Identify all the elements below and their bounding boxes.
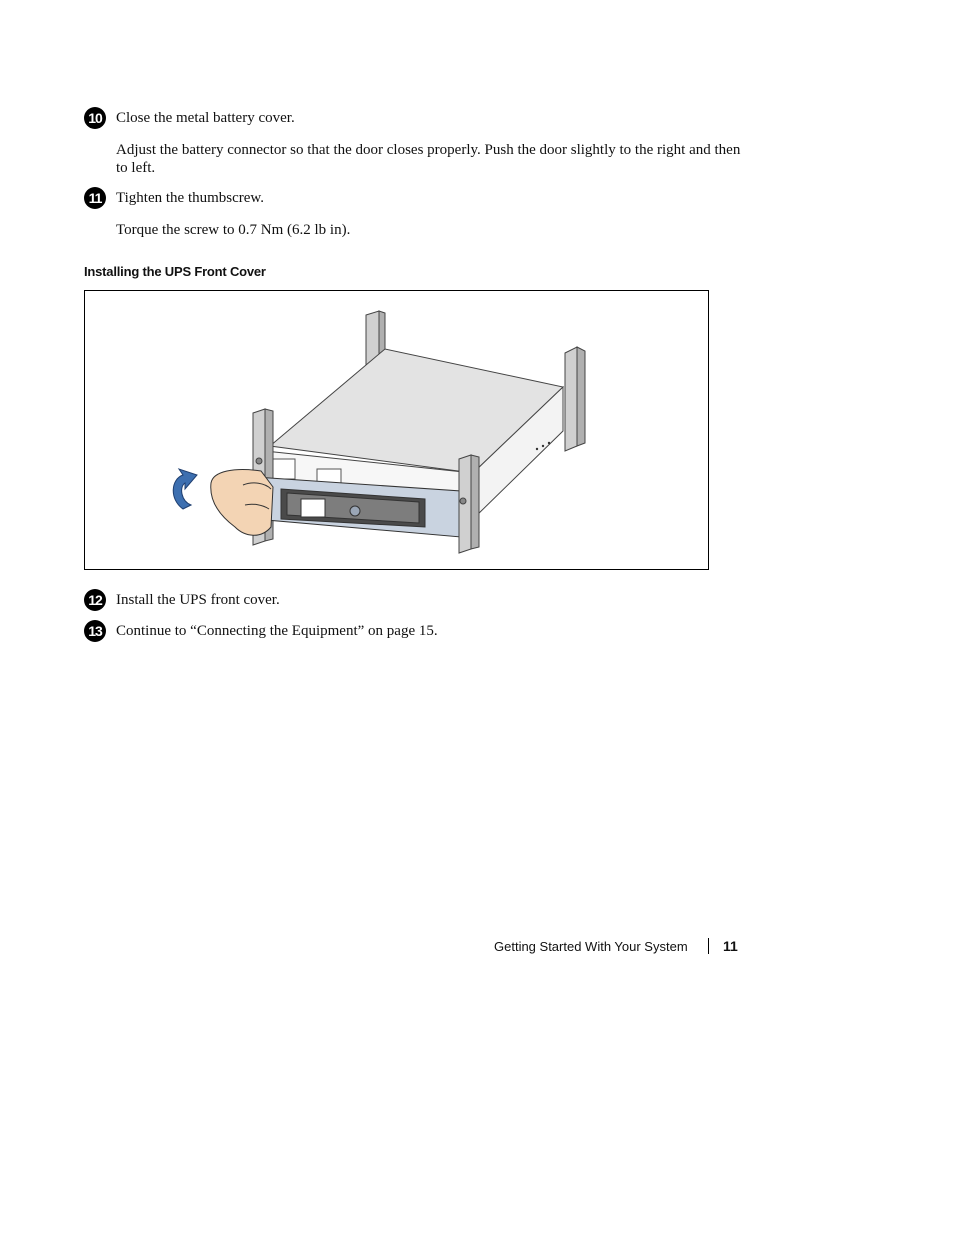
figure-frame: [84, 290, 709, 570]
rack-post-front-right: [459, 455, 479, 553]
torque-paragraph: Torque the screw to 0.7 Nm (6.2 lb in).: [116, 222, 351, 238]
figure-heading: Installing the UPS Front Cover: [84, 264, 266, 279]
rotation-arrow-icon: [173, 469, 197, 509]
step-13: [84, 620, 438, 642]
step-number-badge: 13: [84, 620, 106, 642]
step-11: [84, 187, 265, 209]
rack-post-back-right: [565, 347, 585, 451]
battery-connector-paragraph: Adjust the battery connector so that the door closes properly. Push the door slightly to the right and then to left.: [116, 142, 741, 176]
step-12: [84, 589, 280, 611]
step-text: Close the metal battery cover.: [116, 110, 295, 126]
step-text: Tighten the thumbscrew.: [116, 190, 265, 206]
step-number-badge: 12: [84, 589, 106, 611]
footer-section-title: Getting Started With Your System: [494, 939, 688, 954]
step-10: [84, 107, 295, 129]
step-number-badge: 11: [84, 187, 106, 209]
hand-illustration: [211, 470, 273, 536]
footer-divider: [708, 938, 709, 954]
step-number-badge: 10: [84, 107, 106, 129]
page-number: 11: [723, 938, 738, 954]
ups-front-cover-illustration: [85, 291, 708, 569]
step-text: Install the UPS front cover.: [116, 592, 280, 608]
step-text: Continue to “Connecting the Equipment” on page 15.: [116, 623, 438, 639]
